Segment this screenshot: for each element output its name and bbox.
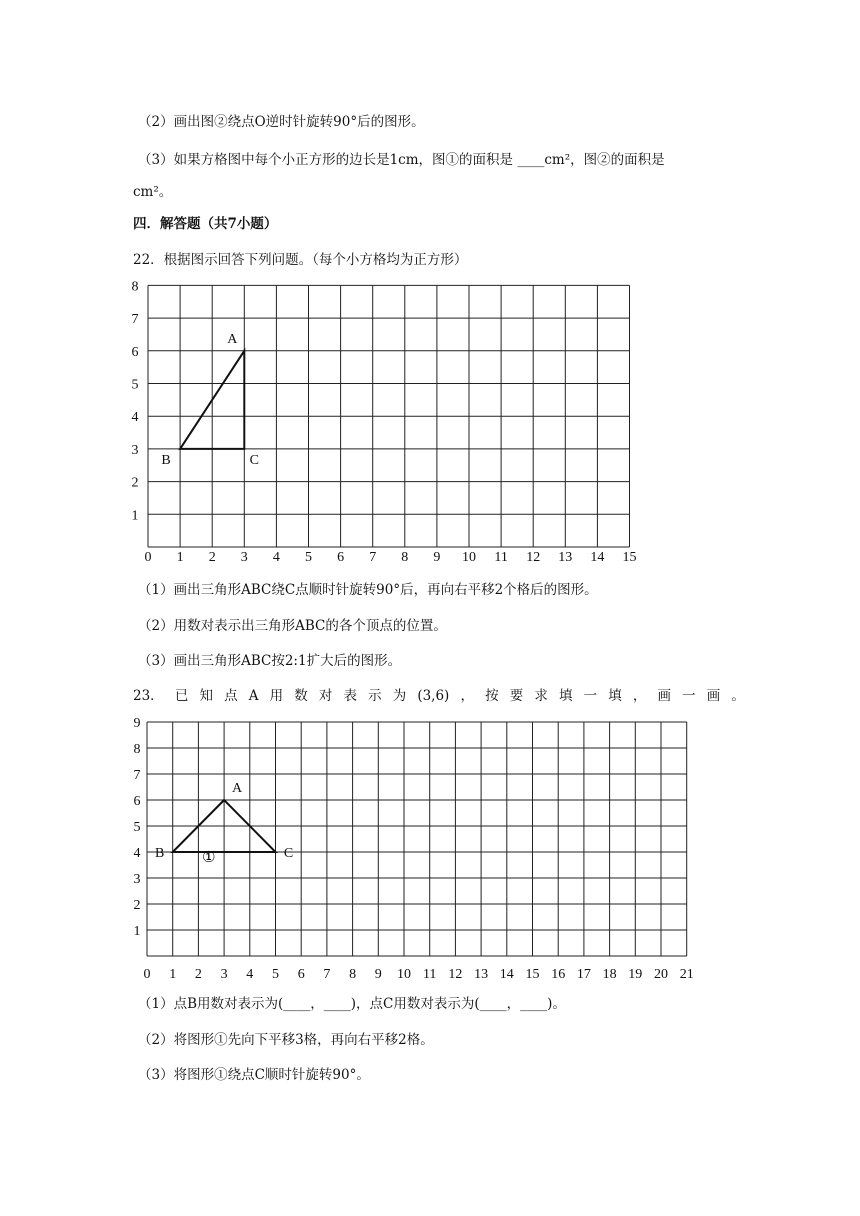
y-tick-label: 1	[133, 924, 141, 939]
x-tick-label: 0	[144, 550, 152, 565]
q23-title-char: 用	[269, 688, 284, 704]
y-tick-label: 3	[133, 872, 141, 887]
x-tick-label: 11	[494, 550, 508, 565]
q23-title-char: 。	[731, 688, 745, 704]
q22-item-1: （1）画出三角形ABC绕C点顺时针旋转90°后，再向右平移2个格后的图形。	[138, 582, 598, 598]
y-tick-label: 9	[133, 716, 141, 731]
q23-title-char: 一	[682, 688, 696, 704]
q23-title-char: 数	[294, 688, 308, 704]
q23-title-char: 已	[174, 688, 189, 704]
vertex-label-a: A	[232, 781, 243, 796]
y-tick-label: 5	[133, 820, 141, 835]
x-tick-label: 12	[448, 967, 463, 982]
y-tick-label: 6	[133, 794, 141, 809]
q23-title-char: 知	[199, 688, 213, 704]
prev-item-3-line2: cm²。	[133, 184, 173, 200]
x-tick-label: 5	[272, 967, 279, 982]
x-tick-label: 7	[369, 550, 377, 565]
x-tick-label: 8	[349, 967, 357, 982]
q23-title-char: 要	[509, 688, 524, 704]
x-tick-label: 21	[679, 967, 694, 982]
vertex-label-c: C	[283, 846, 294, 861]
x-tick-label: 2	[194, 967, 202, 982]
q23-title-char: 23．	[133, 688, 164, 704]
x-tick-label: 13	[558, 550, 573, 565]
q23-title-char: A	[248, 688, 259, 704]
x-tick-label: 18	[602, 967, 617, 982]
q23-title-char: ，	[460, 688, 474, 704]
x-tick-label: 15	[622, 550, 637, 565]
y-tick-label: 4	[131, 410, 139, 426]
y-tick-label: 7	[131, 312, 139, 328]
y-tick-label: 2	[131, 475, 139, 491]
x-tick-label: 0	[143, 967, 151, 982]
x-tick-label: 10	[397, 967, 411, 982]
y-tick-label: 4	[133, 846, 141, 861]
vertex-label-a: A	[227, 331, 238, 347]
x-tick-label: 14	[499, 967, 514, 982]
x-tick-label: 1	[169, 967, 177, 982]
y-tick-label: 8	[133, 742, 141, 757]
q22-title: 22．根据图示回答下列问题。（每个小方格均为正方形）	[133, 252, 468, 268]
q23-title-char: 填	[558, 688, 573, 704]
q23-title-char: 画	[657, 688, 671, 704]
vertex-label-b: B	[155, 846, 165, 861]
q23-title-char: 表	[343, 688, 357, 704]
q23-item-1: （1）点B用数对表示为(____，____)，点C用数对表示为(____，____)。	[138, 996, 566, 1012]
x-tick-label: 13	[474, 967, 489, 982]
prev-item-3-line1: （3）如果方格图中每个小正方形的边长是1cm，图①的面积是 ____cm²，图②的面积是	[138, 152, 665, 168]
x-tick-label: 17	[576, 967, 591, 982]
q23-title-char: 为	[392, 688, 407, 704]
x-tick-label: 8	[401, 550, 409, 565]
q23-item-3: （3）将图形①绕点C顺时针旋转90°。	[138, 1067, 370, 1083]
q22-item-2: （2）用数对表示出三角形ABC的各个顶点的位置。	[138, 618, 447, 634]
vertex-label-b: B	[161, 452, 171, 468]
q23-title-char: 对	[318, 688, 333, 704]
x-tick-label: 6	[297, 967, 305, 982]
q23-title-char: 求	[534, 688, 548, 704]
x-tick-label: 4	[246, 967, 254, 982]
section-heading: 四．解答题（共7小题）	[133, 216, 278, 232]
x-tick-label: 16	[551, 967, 566, 982]
x-tick-label: 9	[433, 550, 441, 565]
y-tick-label: 7	[133, 768, 141, 783]
q23-title-char: 按	[485, 688, 499, 704]
q23-title-char: (3,6)	[417, 688, 450, 704]
x-tick-label: 14	[590, 550, 605, 565]
q23-title-char: 一	[583, 688, 598, 704]
y-tick-label: 3	[131, 442, 139, 458]
x-tick-label: 5	[305, 550, 312, 565]
q22-item-3: （3）画出三角形ABC按2:1扩大后的图形。	[138, 653, 402, 669]
q23-title-char: ，	[632, 688, 647, 704]
q23-title-char: 示	[368, 688, 382, 704]
x-tick-label: 7	[323, 967, 331, 982]
q23-title-char: 画	[706, 688, 721, 704]
x-tick-label: 3	[220, 967, 228, 982]
y-tick-label: 8	[131, 279, 139, 295]
q23-title-char: 点	[224, 688, 238, 704]
q23-item-2: （2）将图形①先向下平移3格，再向右平移2格。	[138, 1032, 434, 1048]
x-tick-label: 20	[654, 967, 668, 982]
prev-item-2: （2）画出图②绕点O逆时针旋转90°后的图形。	[138, 114, 425, 130]
x-tick-label: 19	[628, 967, 643, 982]
x-tick-label: 3	[240, 550, 248, 565]
x-tick-label: 1	[176, 550, 184, 565]
x-tick-label: 6	[337, 550, 345, 565]
y-tick-label: 6	[131, 344, 139, 360]
x-tick-label: 9	[374, 967, 382, 982]
y-tick-label: 2	[133, 898, 141, 913]
q23-title-char: 填	[608, 688, 622, 704]
x-tick-label: 4	[272, 550, 280, 565]
y-tick-label: 5	[131, 377, 139, 393]
x-tick-label: 15	[525, 967, 540, 982]
x-tick-label: 12	[526, 550, 541, 565]
shape-label: ①	[201, 848, 216, 866]
x-tick-label: 2	[208, 550, 216, 565]
x-tick-label: 11	[422, 967, 437, 982]
x-tick-label: 10	[462, 550, 476, 565]
vertex-label-c: C	[249, 452, 259, 468]
y-tick-label: 1	[131, 508, 139, 524]
